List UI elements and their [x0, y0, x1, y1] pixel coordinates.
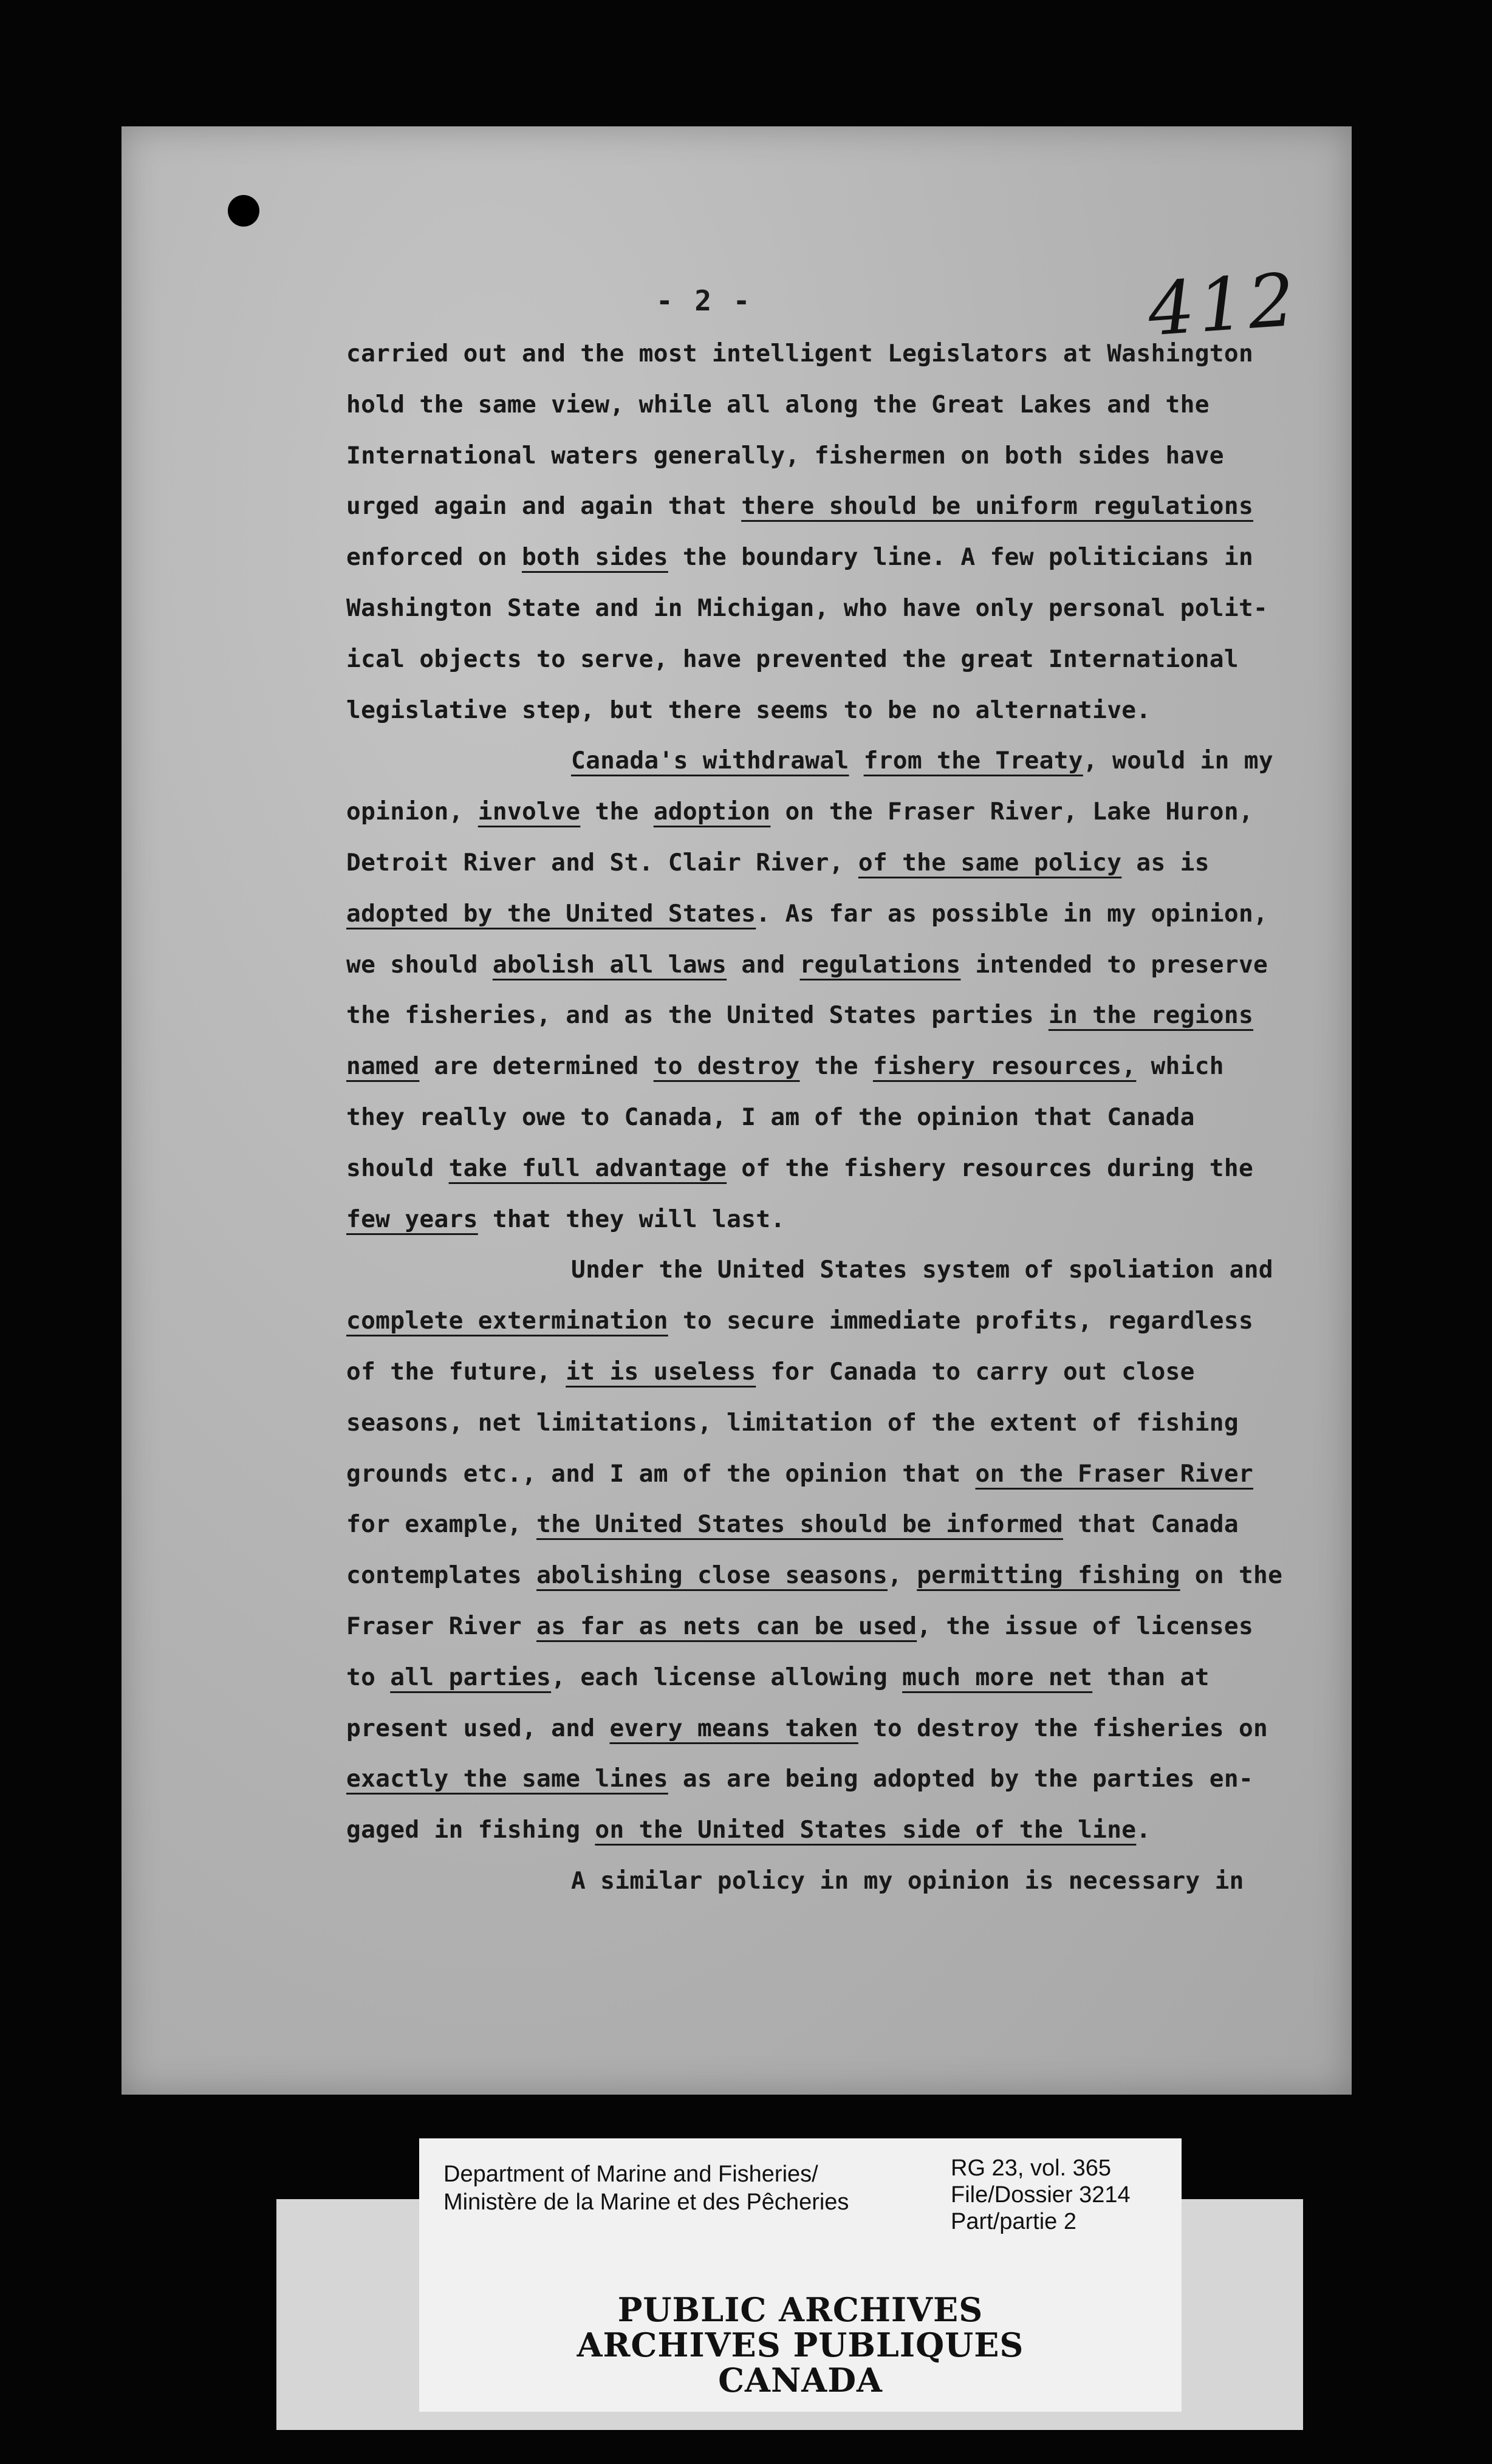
underlined-phrase: both sides — [521, 543, 668, 572]
text-segment: that Canada — [1063, 1510, 1239, 1539]
part-number: Part/partie 2 — [951, 2209, 1076, 2234]
text-line — [346, 899, 1268, 928]
text-segment: grounds etc., and I am of the opinion that — [346, 1459, 976, 1488]
underlined-phrase: exactly the same lines — [346, 1765, 668, 1793]
underlined-phrase: take full advantage — [448, 1154, 727, 1182]
underlined-phrase: abolish all laws — [492, 950, 727, 979]
text-segment: . As far as possible in my opinion, — [756, 899, 1268, 928]
text-line — [346, 1309, 1253, 1333]
text-segment: ical objects to serve, have prevented the great International — [346, 645, 1239, 673]
text-segment: carried out and the most intelligent Legislators at Washington — [346, 340, 1254, 368]
text-segment: International waters generally, fishermen on both sides have — [346, 441, 1224, 470]
text-segment: to — [346, 1663, 391, 1691]
text-segment: should — [346, 1154, 449, 1182]
stamp-line-fr: ARCHIVES PUBLIQUES — [577, 2325, 1024, 2364]
text-segment: enforced on — [346, 543, 522, 572]
text-line — [346, 1205, 785, 1233]
underlined-phrase: there should be uniform regulations — [741, 492, 1254, 521]
archive-reference-label — [419, 2138, 1182, 2272]
text-line — [346, 1360, 1195, 1384]
underlined-phrase: permitting fishing — [917, 1561, 1180, 1590]
text-segment: of the fishery resources during the — [727, 1154, 1254, 1182]
text-line — [346, 1818, 1151, 1843]
text-line — [346, 1510, 1239, 1539]
record-group: RG 23, vol. 365 — [951, 2155, 1112, 2181]
text-segment: A similar policy in my opinion is necessary in — [571, 1867, 1244, 1895]
text-line — [571, 1869, 1244, 1894]
text-segment: , each license allowing — [551, 1663, 903, 1691]
text-segment: seasons, net limitations, limitation of the extent of fishing — [346, 1408, 1239, 1437]
underlined-phrase: adopted by the United States — [346, 899, 756, 928]
text-segment: present used, and — [346, 1714, 610, 1742]
text-segment: on the Fraser River, Lake Huron, — [770, 798, 1254, 826]
text-segment: as are being adopted by the parties en- — [668, 1765, 1254, 1793]
underlined-phrase: involve — [477, 798, 581, 826]
text-line — [346, 1767, 1253, 1792]
text-segment: urged again and again that — [346, 492, 742, 521]
text-line — [346, 1103, 1195, 1131]
underlined-phrase: every means taken — [609, 1714, 858, 1742]
underlined-phrase: fishery resources, — [872, 1052, 1137, 1081]
text-segment: for example, — [346, 1510, 537, 1539]
text-segment: , the issue of licenses — [917, 1612, 1254, 1640]
department-name-fr: Ministère de la Marine et des Pêcheries — [443, 2189, 849, 2215]
text-line — [346, 1052, 1224, 1081]
stamp-line-country: CANADA — [718, 2361, 883, 2400]
text-segment: they really owe to Canada, I am of the opinion that Canada — [346, 1103, 1195, 1131]
underlined-phrase: from the Treaty — [863, 747, 1083, 775]
text-segment: , would in my — [1083, 747, 1273, 775]
underlined-phrase: regulations — [799, 950, 961, 979]
stamp-line-en: PUBLIC ARCHIVES — [617, 2290, 984, 2329]
text-segment: Fraser River — [346, 1612, 537, 1640]
underlined-phrase: all parties — [390, 1663, 552, 1691]
text-line — [346, 1001, 1254, 1030]
text-segment: we should — [346, 950, 493, 979]
text-line — [346, 441, 1224, 470]
underlined-phrase: complete extermination — [346, 1307, 668, 1335]
text-line — [346, 800, 1253, 824]
underlined-phrase: of the same policy — [858, 849, 1122, 877]
text-line — [346, 1714, 1268, 1742]
text-segment: hold the same view, while all along the Great Lakes and the — [346, 390, 1210, 419]
underlined-phrase: on the Fraser River — [975, 1459, 1254, 1488]
text-segment: gaged in fishing — [346, 1816, 595, 1844]
text-segment: intended to preserve — [960, 950, 1268, 979]
underlined-phrase: to destroy — [653, 1052, 800, 1081]
text-segment: the — [799, 1052, 873, 1081]
text-segment: legislative step, but there seems to be no alternative. — [346, 696, 1151, 724]
text-segment: to secure immediate profits, regardless — [668, 1307, 1254, 1335]
text-segment: the fisheries, and as the United States parties — [346, 1001, 1049, 1030]
text-segment: Detroit River and St. Clair River, — [346, 849, 858, 877]
underlined-phrase: the United States should be informed — [536, 1510, 1063, 1539]
text-line — [346, 1459, 1254, 1488]
text-line — [346, 1408, 1239, 1437]
text-line — [346, 390, 1210, 419]
punch-hole — [228, 195, 259, 227]
department-name-en: Department of Marine and Fisheries/ — [443, 2161, 818, 2187]
text-line — [346, 950, 1268, 979]
text-line — [346, 492, 1254, 521]
text-line — [346, 543, 1254, 572]
text-line — [346, 851, 1210, 875]
underlined-phrase: much more net — [902, 1663, 1093, 1691]
text-line — [346, 1663, 1210, 1691]
text-segment: contemplates — [346, 1561, 537, 1590]
text-segment: which — [1136, 1052, 1224, 1081]
text-line — [346, 1154, 1254, 1182]
text-segment: Washington State and in Michigan, who have only personal polit- — [346, 594, 1268, 622]
text-segment: of the future, — [346, 1358, 566, 1386]
text-segment: as is — [1121, 849, 1210, 877]
text-line — [346, 645, 1239, 673]
archives-stamp — [419, 2272, 1182, 2412]
text-segment: are determined — [419, 1052, 654, 1081]
underlined-phrase: on the United States side of the line — [595, 1816, 1137, 1844]
text-segment: to destroy the fisheries on — [858, 1714, 1268, 1742]
text-line — [346, 342, 1253, 366]
text-segment: and — [727, 950, 800, 979]
text-line — [571, 749, 1273, 773]
text-segment: on the — [1180, 1561, 1283, 1590]
text-segment: that they will last. — [477, 1205, 785, 1233]
underlined-phrase: named — [346, 1052, 420, 1081]
underlined-phrase: few years — [346, 1205, 478, 1233]
text-segment: . — [1136, 1816, 1151, 1844]
underlined-phrase: adoption — [653, 798, 771, 826]
document-page — [121, 126, 1352, 2095]
text-segment: , — [888, 1561, 917, 1590]
file-number: File/Dossier 3214 — [951, 2182, 1131, 2208]
text-segment: the boundary line. A few politicians in — [668, 543, 1254, 572]
text-line — [346, 1612, 1254, 1640]
text-segment: for Canada to carry out close — [756, 1358, 1195, 1386]
text-line — [346, 1561, 1283, 1590]
text-segment: Under the United States system of spoliation and — [571, 1256, 1273, 1284]
underlined-phrase: in the regions — [1048, 1001, 1254, 1030]
underlined-phrase: as far as nets can be used — [536, 1612, 917, 1640]
underlined-phrase: abolishing close seasons — [536, 1561, 888, 1590]
text-line — [346, 594, 1268, 622]
folio-number: 412 — [1145, 258, 1301, 353]
text-line — [571, 1258, 1273, 1282]
text-segment: than at — [1092, 1663, 1210, 1691]
underlined-phrase: Canada's withdrawal — [571, 747, 849, 775]
text-segment: opinion, — [346, 798, 478, 826]
text-line — [346, 696, 1151, 724]
underlined-phrase: it is useless — [566, 1358, 756, 1386]
text-segment — [849, 747, 864, 775]
page-number: - 2 - — [656, 284, 753, 317]
text-segment: the — [580, 798, 654, 826]
